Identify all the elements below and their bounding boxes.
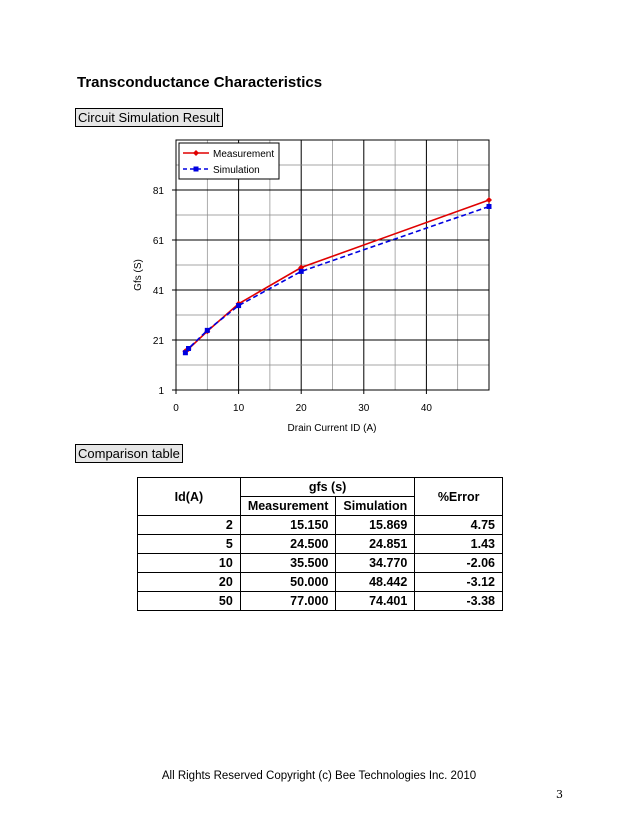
- y-tick-label: 61: [152, 236, 164, 247]
- y-tick-label: 41: [152, 286, 164, 297]
- header-error: %Error: [415, 478, 503, 516]
- comparison-table: [137, 477, 503, 611]
- point-simulation: [299, 269, 304, 274]
- cell-simulation: 24.851: [336, 535, 415, 554]
- legend-measurement-label: Measurement: [213, 149, 275, 160]
- x-tick-label: 20: [295, 403, 307, 414]
- copyright-footer: All Rights Reserved Copyright (c) Bee Technologies Inc. 2010: [161, 770, 477, 782]
- legend-simulation-marker: [194, 167, 199, 172]
- table-row: [138, 554, 503, 573]
- section-label-simulation: Circuit Simulation Result: [75, 108, 223, 127]
- x-tick-label: 0: [173, 403, 179, 414]
- table-row: [138, 535, 503, 554]
- x-tick-label: 10: [233, 403, 245, 414]
- cell-simulation: 15.869: [336, 516, 415, 535]
- chart-series: [182, 197, 492, 355]
- x-axis-label: Drain Current ID (A): [287, 423, 377, 434]
- header-id: Id(A): [138, 478, 241, 516]
- y-tick-label: 21: [152, 336, 164, 347]
- table-row: [138, 592, 503, 611]
- cell-simulation: 48.442: [336, 573, 415, 592]
- point-simulation: [487, 204, 492, 209]
- cell-simulation: 34.770: [336, 554, 415, 573]
- cell-error: -3.12: [415, 573, 503, 592]
- cell-error: 1.43: [415, 535, 503, 554]
- cell-error: -3.38: [415, 592, 503, 611]
- cell-error: 4.75: [415, 516, 503, 535]
- cell-measurement: 15.150: [240, 516, 336, 535]
- legend-simulation-label: Simulation: [213, 165, 260, 176]
- cell-id: 2: [138, 516, 241, 535]
- point-simulation: [236, 303, 241, 308]
- table-row: [138, 516, 503, 535]
- header-gfs: gfs (s): [240, 478, 415, 497]
- cell-id: 10: [138, 554, 241, 573]
- cell-measurement: 50.000: [240, 573, 336, 592]
- page-number: 3: [556, 788, 563, 801]
- section-label-comparison: Comparison table: [75, 444, 183, 463]
- y-tick-label: 1: [158, 386, 164, 397]
- x-tick-label: 30: [358, 403, 370, 414]
- x-tick-label: 40: [420, 403, 432, 414]
- header-measurement: Measurement: [240, 497, 336, 516]
- cell-measurement: 77.000: [240, 592, 336, 611]
- cell-measurement: 35.500: [240, 554, 336, 573]
- chart-ticks: [153, 186, 433, 414]
- legend: [179, 143, 279, 179]
- cell-id: 50: [138, 592, 241, 611]
- cell-measurement: 24.500: [240, 535, 336, 554]
- table-row: [138, 573, 503, 592]
- point-simulation: [186, 346, 191, 351]
- series-line-measurement: [185, 200, 489, 351]
- page-title: Transconductance Characteristics: [77, 74, 323, 91]
- y-axis-label: Gfs (S): [133, 259, 144, 291]
- cell-id: 20: [138, 573, 241, 592]
- point-measurement: [486, 197, 492, 203]
- cell-error: -2.06: [415, 554, 503, 573]
- series-line-simulation: [185, 206, 489, 352]
- header-simulation: Simulation: [336, 497, 415, 516]
- cell-simulation: 74.401: [336, 592, 415, 611]
- cell-id: 5: [138, 535, 241, 554]
- point-simulation: [205, 328, 210, 333]
- y-tick-label: 81: [152, 186, 164, 197]
